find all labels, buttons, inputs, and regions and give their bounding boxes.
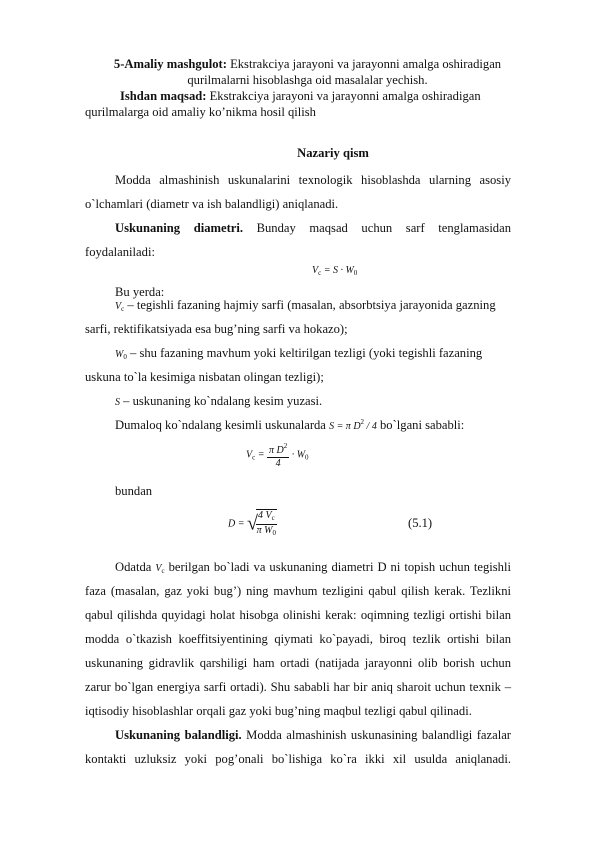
para2-line1 bbox=[85, 560, 511, 575]
para2-l1b: berilgan bo`ladi va uskunaning diametri D ni topish uchun tegishli bbox=[168, 560, 511, 574]
intro-line1: Modda almashinish uskunalarini texnologik hisoblashda ularning asosiy bbox=[115, 173, 511, 187]
def-w0-text1: – shu fazaning mavhum yoki keltirilgan tezligi (yoki tegishli fazaning bbox=[130, 346, 483, 360]
practice-title-line2: qurilmalarni hisoblashga oid masalalar yechish. bbox=[187, 73, 428, 87]
eq2-lhs-sub: c bbox=[252, 453, 256, 462]
equation-diameter bbox=[228, 509, 277, 539]
para2-vc-symbol: $V_c$ bbox=[155, 563, 165, 575]
para2-line4: modda o`tkazish koeffitsiyentining qiymati ko`payadi, biroq tezlik ortishi bilan bbox=[85, 632, 511, 646]
round-line bbox=[85, 418, 541, 433]
def-w0-symbol: $W_0$ bbox=[115, 349, 127, 361]
goal-label: Ishdan maqsad: bbox=[120, 89, 207, 103]
round-text-after: bo`lgani sababli: bbox=[379, 418, 465, 432]
eq1-rhs-sub: 0 bbox=[353, 269, 358, 277]
def-s-text: – uskunaning ko`ndalang kesim yuzasi. bbox=[123, 394, 323, 408]
bu-yerda: Bu yerda: bbox=[115, 285, 165, 299]
def-vc-line2: sarfi, rektifikatsiyada esa bug’ning sarfi va hokazo); bbox=[85, 322, 348, 336]
para2-l1a: Odatda bbox=[115, 560, 152, 574]
para2-line3: qabul qilishda quyidagi holat hisobga olinishi kerak: oqimning tezligi ortishi bilan bbox=[85, 608, 511, 622]
bundan: bundan bbox=[115, 484, 153, 498]
def-w0-line1 bbox=[85, 346, 511, 361]
def-vc-line1 bbox=[85, 298, 511, 313]
eq3-lhs: D = bbox=[228, 518, 245, 530]
equation-flow-rate bbox=[312, 265, 357, 277]
intro-line2: o`lchamlari (diametr va ish balandligi) aniqlanadi. bbox=[85, 197, 339, 211]
eq3-fraction: $\frac{4 V_c}{\pi W_0}$ bbox=[256, 510, 276, 537]
eq2-tail: · W bbox=[291, 449, 306, 461]
goal-line bbox=[120, 88, 546, 104]
def-vc-symbol: $V_c$ bbox=[115, 301, 125, 313]
practice-title bbox=[100, 56, 515, 72]
para3-line1: Uskunaning balandligi. Modda almashinish uskunasining balandligi fazalar bbox=[115, 728, 511, 742]
title-text: Ekstrakciya jarayoni va jarayonni amalga oshiradigan bbox=[230, 57, 502, 71]
round-formula: S = π $D^2 / 4$ bbox=[329, 418, 377, 432]
round-text-before: Dumaloq ko`ndalang kesimli uskunalarda bbox=[115, 418, 326, 432]
para2-line2: faza (masalan, gaz yoki bug’) ning mavhum tezligini qabul qilish kerak. Tezlikni bbox=[85, 584, 511, 598]
eq2-lhs: V bbox=[246, 449, 253, 461]
def-vc-text1: – tegishli fazaning hajmiy sarfi (masalan, absorbtsiya jarayonida gazning bbox=[127, 298, 496, 312]
section-title-wrap bbox=[0, 146, 596, 161]
section-title: Nazariy qism bbox=[297, 146, 369, 160]
eq1-rhs: = S · W bbox=[323, 265, 354, 276]
para2-line6: zarur bo`lgan energiya sarfi ortadi). Shu sababli har bir aniq sharoit uchun texnik – bbox=[85, 680, 511, 694]
diameter-line1 bbox=[85, 221, 511, 236]
para2-line5: uskunaning gidravlik qarshiligi ham ortadi (natijada jarayonni olib borish uchun bbox=[85, 656, 511, 670]
equation-round-flow: $V_c$ = $\frac{\pi D^2}{4}$ · $W_0$ bbox=[246, 442, 309, 469]
def-s-symbol: S bbox=[115, 397, 120, 408]
eq1-lhs: V bbox=[312, 265, 319, 276]
sqrt-icon: √ bbox=[246, 512, 258, 535]
eq2-tail-sub: 0 bbox=[305, 453, 309, 462]
def-w0-line2: uskuna to`la kesimiga nisbatan olingan tezligi); bbox=[85, 370, 324, 384]
goal-line2: qurilmalarga oid amaliy ko’nikma hosil qilish bbox=[85, 105, 316, 119]
para3-line2: kontakti uzluksiz yoki pog’onali bo`lishiga ko`ra ikki xil usulda aniqlanadi. bbox=[85, 752, 511, 766]
diameter-line2: foydalaniladi: bbox=[85, 245, 155, 259]
eq1-lhs-sub: c bbox=[318, 269, 322, 277]
eq2-fraction: $\frac{\pi D^2}{4}$ bbox=[268, 442, 288, 469]
title-label: 5-Amaliy mashgulot: bbox=[113, 57, 227, 71]
goal-text: Ekstrakciya jarayoni va jarayonni amalga oshiradigan bbox=[209, 89, 481, 103]
diameter-label: Uskunaning diametri. bbox=[115, 221, 244, 235]
equation-number: (5.1) bbox=[408, 516, 433, 530]
diameter-text1: Bunday maqsad uchun sarf tenglamasidan bbox=[256, 221, 511, 235]
def-s-line bbox=[85, 394, 541, 409]
para2-line7: iqtisodiy hisoblashlar orqali gaz yoki bug’ning maqbul tezligi qabul qilinadi. bbox=[85, 704, 472, 718]
